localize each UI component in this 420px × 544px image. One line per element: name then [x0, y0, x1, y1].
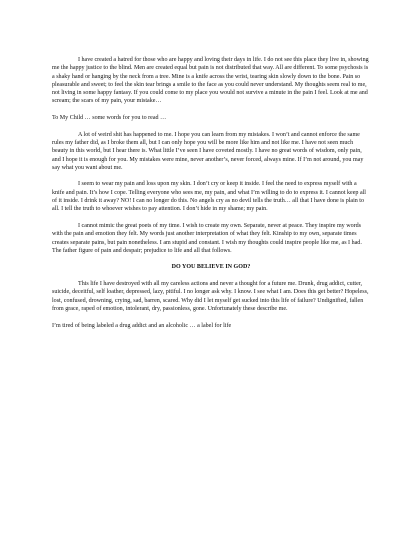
paragraph-destroyed-life: This life I have destroyed with all my careless actions and never a thought for a future me. Drunk, drug addict, cutter, suicide, deceitful, self loather, depressed, lazy, pitiful. I no longer ask why. I know. I see what I am. Does this get better? Hopeless, lost, confused, drowning, crying, sad, barren, scared. Why did I let myself get sucked into this life of failure? Undignified, fallen from grace, raped of emotion, intolerant, dry, passionless, gone. Unfortunately these describe me.	[52, 281, 369, 312]
section-heading: DO YOU BELIEVE IN GOD?	[171, 264, 251, 271]
paragraph-wear-my-pain: I seem to wear my pain and loss upon my skin. I don’t cry or keep it inside. I feel the need to express myself with a knife and pain. It’s how I cope. Telling everyone who sees me, my pain, and what I’m willing to do to express it. I cannot keep all of it inside. I drink it away? NO! I can no longer do this. No angels cry as no devil tells the truth… all that I have done is plain to all. I tell the truth to whoever wishes to pay attention. I don’t hide in my shame; my pain.	[52, 181, 366, 213]
paragraph-tired-of-labels: I’m tired of being labeled a drug addict and an alcoholic … a label for life	[52, 322, 232, 329]
document-page	[52, 56, 370, 338]
paragraph-to-my-child: To My Child … some words for you to read …	[52, 115, 167, 122]
paragraph-hatred: I have created a hatred for those who are happy and loving their days in life. I do not see this place they live in, showing me the happy justice to the blind. Men are created equal but pain is not distributed that way. All are different. To some psychosis is a shaky hand or hanging by the neck from a tree. Mine is a knife across the wrist, tearing skin slowly down to the bone. Pain so pleasurable and sweet; to feel the skin tear brings a smile to the face as you could never understand. My thoughts seem real to me, not living in some happy fantasy. If you could come to my place you would not survive a minute in the pain I feel. Look at me and scream; the scars of my pain, your mistake…	[52, 57, 369, 105]
paragraph-weird-things: A lot of weird shit has happened to me. I hope you can learn from my mistakes. I won’t and cannot enforce the same rules my father did, as I broke them all, but I can only hope you will be more like him and not like me. I have not seen much beauty in this world, but I hear there is. What little I’ve seen I have coveted mostly. I have no great words of wisdom, only pain, and I hope it is enough for you. My mistakes were mine, never another’s, never forced, always mine. If I’m not around, you may say what you want about me.	[52, 131, 364, 171]
paragraph-great-poets: I cannot mimic the great poets of my time. I wish to create my own. Separate, never at peace. They inspire my words with the pain and emotion they felt. My words just another interpretation of what they felt. Kinship to my own, separate times creates separate pains, but pain nonetheless. I am stupid and constant. I wish my thoughts could inspire people like me, as I had. The father figure of pain and despair; prejudice to life and all that follows.	[52, 222, 362, 254]
